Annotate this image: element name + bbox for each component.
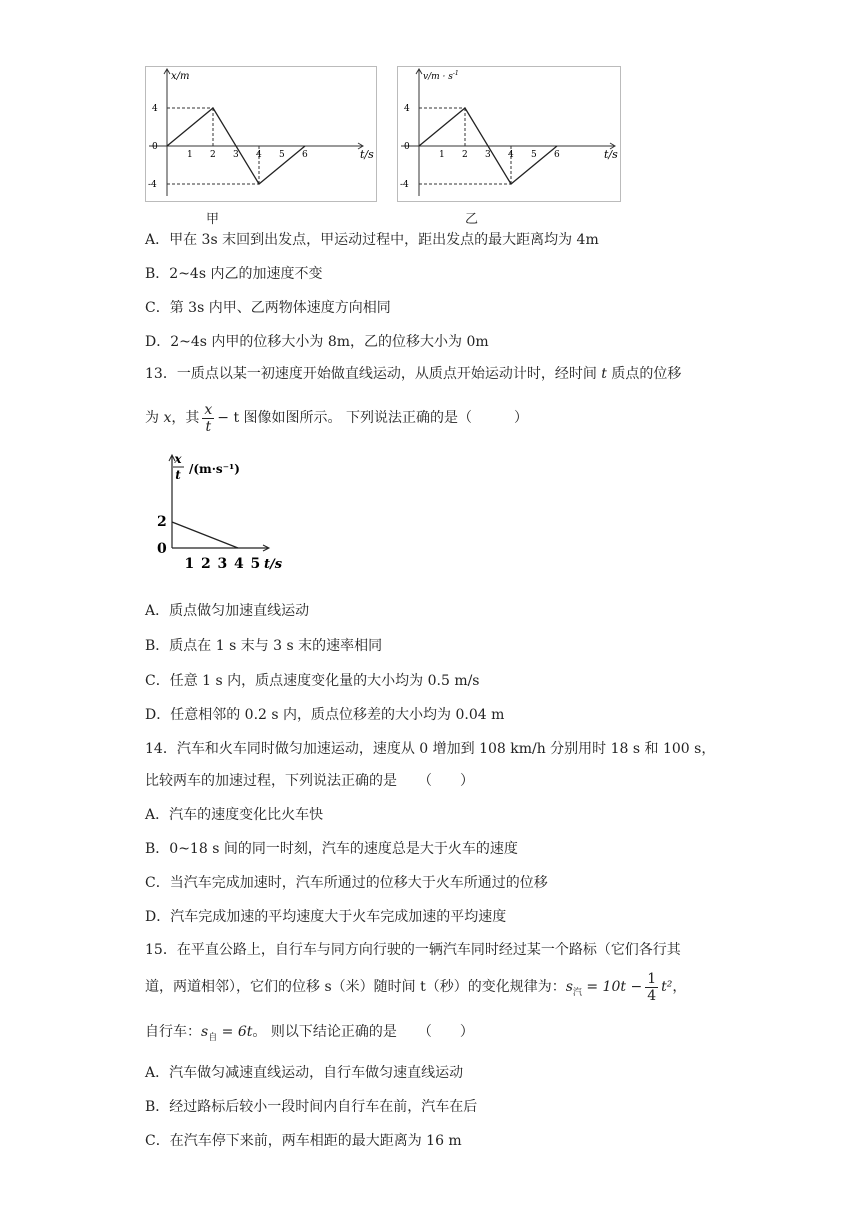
yi-ytick: 0: [404, 142, 410, 152]
q15-stem-line1: 15．在平直公路上，自行车与同方向行驶的一辆汽车同时经过某一个路标（它们各行其: [145, 942, 681, 958]
jia-ytick: -4: [148, 180, 157, 190]
q13-xtick: 5: [250, 556, 261, 572]
q12-option-a: A．甲在 3s 末回到出发点，甲运动过程中，距出发点的最大距离均为 4m: [145, 232, 599, 248]
yi-xtick: 5: [531, 150, 537, 160]
yi-xtick: 4: [508, 150, 514, 160]
yi-ylabel: $v/m \cdot s^{-1}$: [423, 70, 459, 82]
q13-ytick-2: 2: [157, 514, 167, 530]
q13-stem-line1: 13．一质点以某一初速度开始做直线运动，从质点开始运动计时，经时间 t 质点的位移: [145, 366, 682, 382]
q13-xtick: 4: [234, 556, 244, 572]
q13-ylabel-num: x: [174, 452, 182, 466]
caption-yi: 乙: [465, 212, 479, 227]
yi-xtick: 2: [462, 150, 468, 160]
q12-option-d: D．2~4s 内甲的位移大小为 8m，乙的位移大小为 0m: [145, 334, 489, 350]
q13-xtick: 1: [184, 556, 195, 572]
jia-axes: [148, 69, 363, 196]
q13-option-b: B．质点在 1 s 末与 3 s 末的速率相同: [145, 638, 383, 654]
figure-yi: [397, 66, 621, 202]
q13-fraction: $\frac{x}{t}$: [204, 401, 213, 435]
q15-option-a: A．汽车做匀减速直线运动，自行车做匀速直线运动: [145, 1065, 464, 1081]
jia-xtick: 3: [233, 150, 239, 160]
q14-option-b: B．0~18 s 间的同一时刻，汽车的速度总是大于火车的速度: [145, 841, 518, 857]
q13-figure: [150, 450, 300, 578]
q14-option-d: D．汽车完成加速的平均速度大于火车完成加速的平均速度: [145, 909, 507, 925]
q13-ylabel-unit: /(m·s⁻¹): [189, 462, 240, 476]
figure-jia: [145, 66, 377, 202]
q13-option-c: C．任意 1 s 内，质点速度变化量的大小均为 0.5 m/s: [145, 673, 480, 689]
q13-option-d: D．任意相邻的 0.2 s 内，质点位移差的大小均为 0.04 m: [145, 707, 505, 723]
q15-stem-line2: 道，两道相邻），它们的位移 s（米）随时间 t（秒）的变化规律为：$s_汽 = 10t$ − $\frac{1}{4}$ t²，: [145, 970, 687, 1004]
q13-series-line: [172, 522, 238, 548]
yi-xtick: 1: [439, 150, 445, 160]
q15-stem-line3: 自行车：$s_自 = 6t$。 则以下结论正确的是 （ ）: [145, 1024, 474, 1043]
jia-ytick: 0: [152, 142, 158, 152]
q12-option-c: C．第 3s 内甲、乙两物体速度方向相同: [145, 300, 391, 316]
yi-axes: [400, 69, 615, 196]
yi-xlabel: t/s: [604, 148, 618, 161]
caption-jia: 甲: [206, 212, 220, 227]
q15-option-b: B．经过路标后较小一段时间内自行车在前，汽车在后: [145, 1099, 478, 1115]
q14-option-c: C．当汽车完成加速时，汽车所通过的位移大于火车所通过的位移: [145, 875, 548, 891]
jia-xtick: 5: [279, 150, 285, 160]
q13-xtick: 2: [201, 556, 211, 572]
yi-ytick: -4: [400, 180, 409, 190]
q15-fraction: $\frac{1}{4}$: [647, 970, 657, 1004]
q13-stem-line2: 为 x，其 $\frac{x}{t}$ − t 图像如图所示。 下列说法正确的是（ ）: [145, 401, 528, 435]
q14-option-a: A．汽车的速度变化比火车快: [145, 807, 324, 823]
yi-xtick: 3: [485, 150, 491, 160]
jia-xtick: 6: [302, 150, 308, 160]
jia-xtick: 2: [210, 150, 216, 160]
jia-xlabel: t/s: [360, 148, 374, 161]
q15-option-c: C．在汽车停下来前，两车相距的最大距离为 16 m: [145, 1133, 462, 1149]
jia-xtick: 1: [187, 150, 193, 160]
jia-ylabel: x/m: [171, 71, 190, 82]
yi-ytick: 4: [404, 104, 410, 114]
q13-xlabel: t/s: [264, 557, 283, 572]
q13-ylabel-den: t: [175, 468, 181, 482]
q14-stem-line2: 比较两车的加速过程，下列说法正确的是 （ ）: [145, 773, 474, 789]
jia-xtick: 4: [256, 150, 262, 160]
q14-stem-line1: 14．汽车和火车同时做匀加速运动，速度从 0 增加到 108 km/h 分别用时 18 s 和 100 s，: [145, 741, 716, 757]
jia-ytick: 4: [152, 104, 158, 114]
q13-xtick: 3: [217, 556, 228, 572]
q13-ytick-0: 0: [157, 541, 167, 557]
q12-option-b: B．2~4s 内乙的加速度不变: [145, 266, 323, 282]
yi-xtick: 6: [554, 150, 560, 160]
q13-option-a: A．质点做匀加速直线运动: [145, 603, 310, 619]
